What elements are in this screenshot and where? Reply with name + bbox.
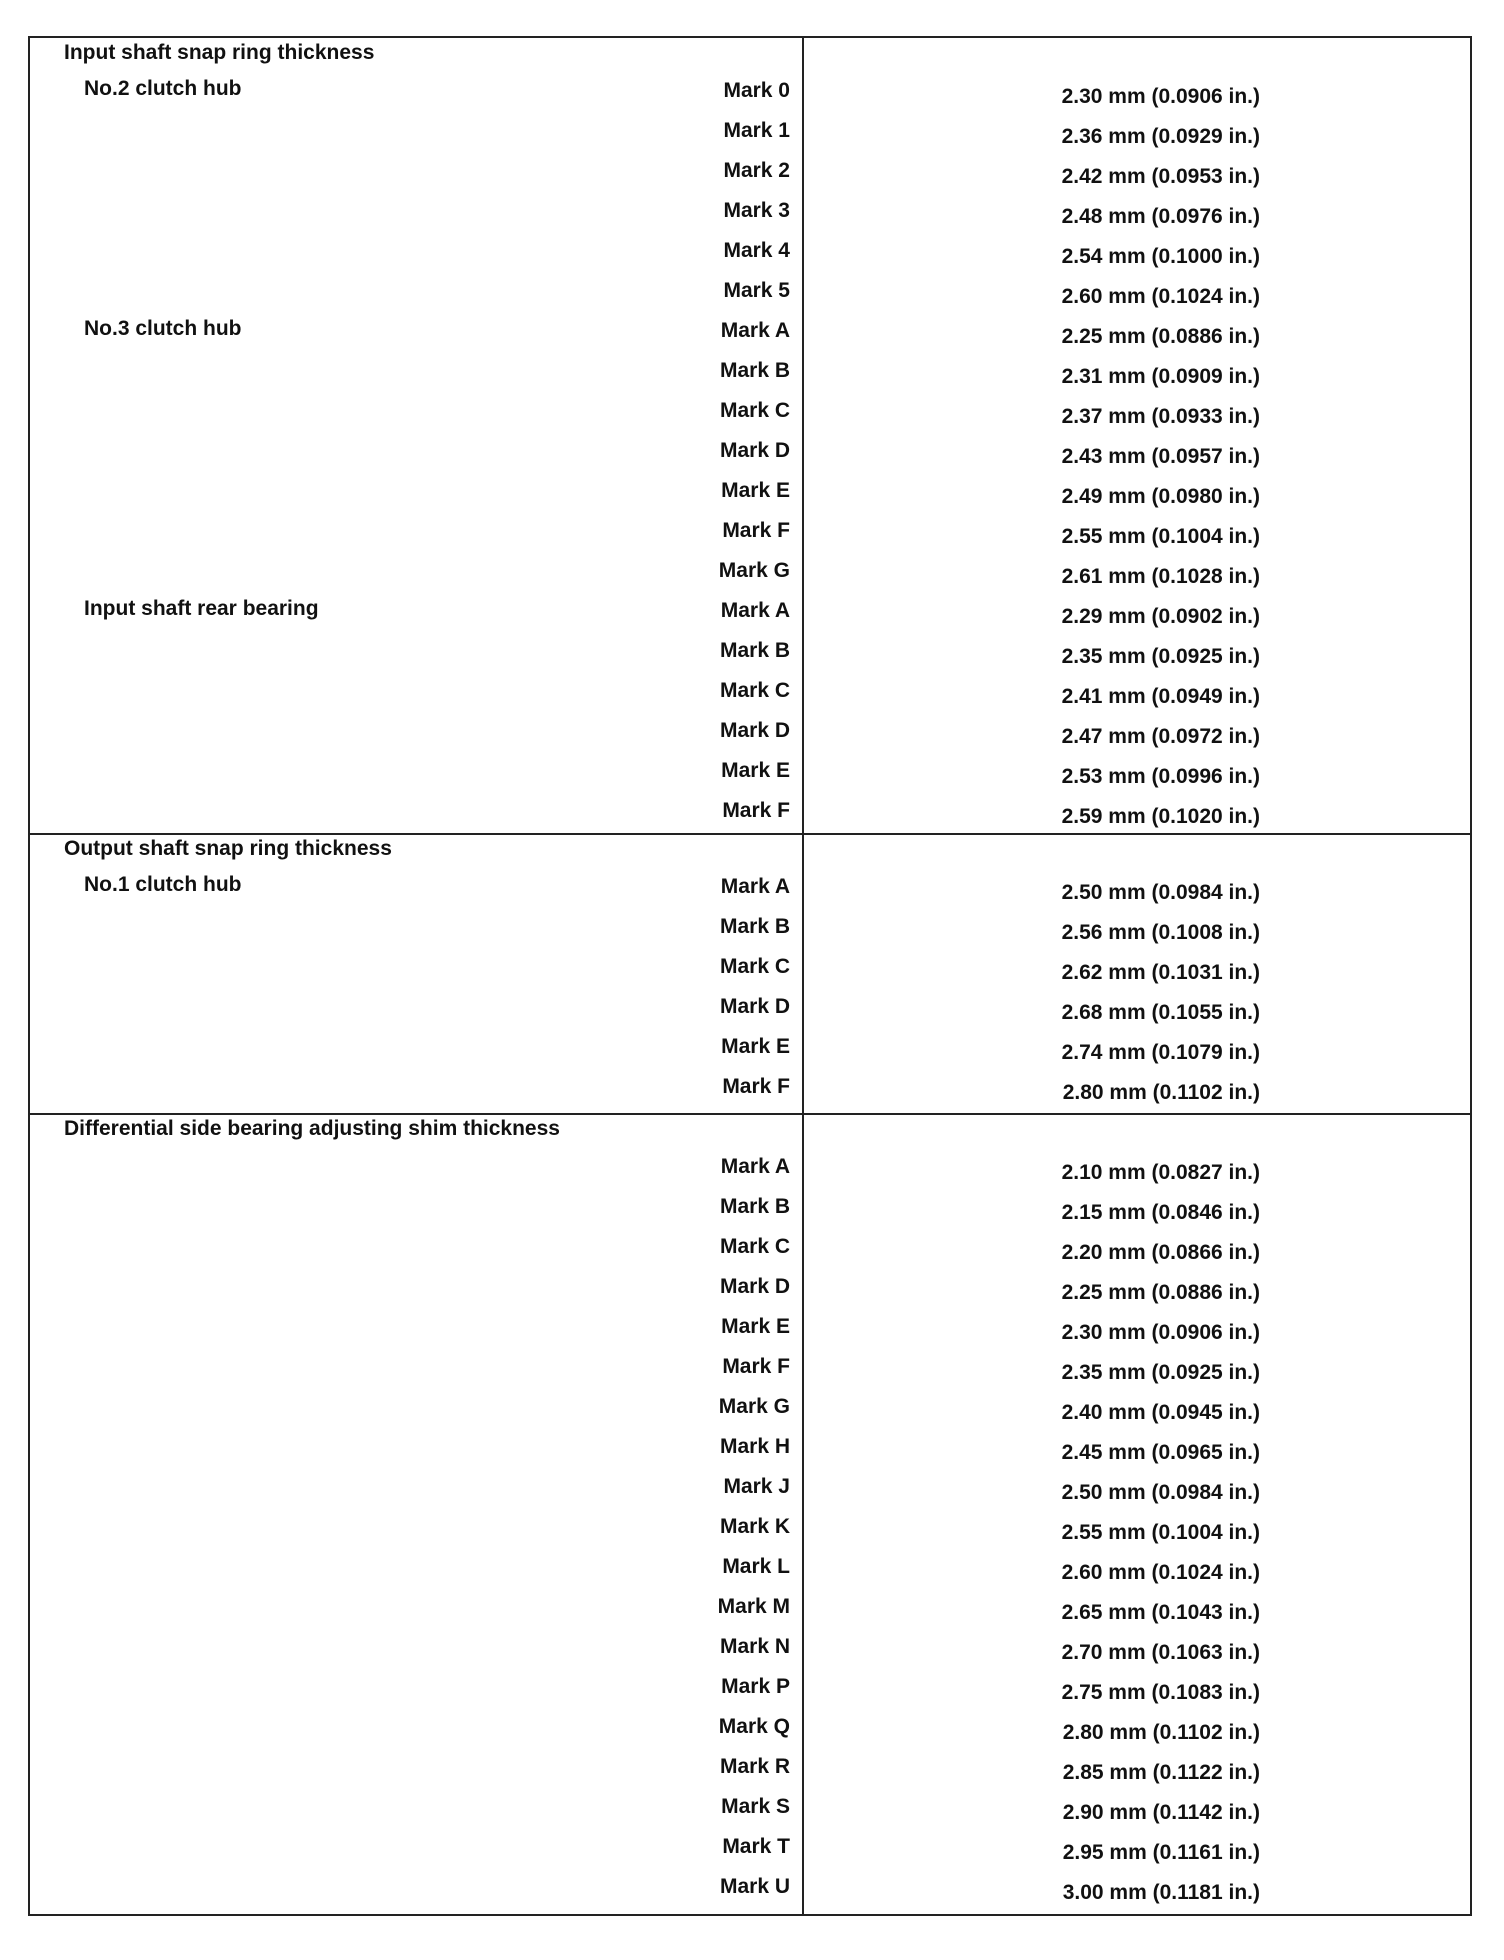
thickness-value: 2.49 mm (0.0980 in.) [1061, 485, 1260, 508]
thickness-value: 2.30 mm (0.0906 in.) [1061, 1321, 1260, 1344]
thickness-value: 2.50 mm (0.0984 in.) [1061, 1481, 1260, 1504]
mark-label: Mark T [722, 1835, 790, 1858]
thickness-value: 2.42 mm (0.0953 in.) [1061, 165, 1260, 188]
thickness-value: 2.55 mm (0.1004 in.) [1061, 1521, 1260, 1544]
thickness-value: 2.95 mm (0.1161 in.) [1062, 1841, 1260, 1864]
mark-label: Mark 1 [723, 119, 790, 142]
thickness-value: 2.25 mm (0.0886 in.) [1061, 1281, 1260, 1304]
mark-label: Mark B [719, 1195, 790, 1218]
mark-label: Mark 0 [723, 79, 790, 102]
thickness-value: 2.56 mm (0.1008 in.) [1061, 921, 1260, 944]
mark-label: Mark L [722, 1555, 790, 1578]
thickness-value: 2.68 mm (0.1055 in.) [1061, 1001, 1260, 1024]
thickness-value: 2.74 mm (0.1079 in.) [1061, 1041, 1260, 1064]
mark-label: Mark 2 [723, 159, 790, 182]
group-label: Input shaft rear bearing [84, 597, 319, 620]
mark-label: Mark 4 [723, 239, 790, 262]
mark-label: Mark B [719, 915, 790, 938]
mark-label: Mark G [718, 559, 790, 582]
mark-label: Mark C [719, 679, 790, 702]
mark-label: Mark E [721, 1035, 790, 1058]
column-divider [802, 36, 804, 1914]
thickness-value: 2.20 mm (0.0866 in.) [1061, 1241, 1260, 1264]
mark-label: Mark D [719, 995, 790, 1018]
mark-label: Mark F [722, 1075, 790, 1098]
thickness-value: 2.59 mm (0.1020 in.) [1061, 805, 1260, 828]
mark-label: Mark D [719, 439, 790, 462]
section-title: Differential side bearing adjusting shim thickness [64, 1117, 560, 1140]
mark-label: Mark C [719, 1235, 790, 1258]
mark-label: Mark M [717, 1595, 790, 1618]
mark-label: Mark F [722, 1355, 790, 1378]
thickness-value: 2.75 mm (0.1083 in.) [1061, 1681, 1260, 1704]
thickness-value: 2.35 mm (0.0925 in.) [1061, 645, 1260, 668]
thickness-value: 2.15 mm (0.0846 in.) [1061, 1201, 1260, 1224]
mark-label: Mark D [719, 1275, 790, 1298]
mark-label: Mark 3 [723, 199, 790, 222]
group-label: No.2 clutch hub [84, 77, 242, 100]
group-label: No.1 clutch hub [84, 873, 242, 896]
section-title: Input shaft snap ring thickness [64, 41, 375, 64]
mark-label: Mark Q [718, 1715, 790, 1738]
mark-label: Mark N [719, 1635, 790, 1658]
section-divider [28, 833, 1470, 835]
thickness-value: 2.80 mm (0.1102 in.) [1062, 1081, 1260, 1104]
mark-label: Mark E [721, 1315, 790, 1338]
thickness-value: 2.65 mm (0.1043 in.) [1061, 1601, 1260, 1624]
thickness-value: 2.35 mm (0.0925 in.) [1061, 1361, 1260, 1384]
thickness-value: 2.30 mm (0.0906 in.) [1061, 85, 1260, 108]
section-divider [28, 1113, 1470, 1115]
thickness-value: 2.10 mm (0.0827 in.) [1061, 1161, 1260, 1184]
group-label: No.3 clutch hub [84, 317, 242, 340]
thickness-value: 2.25 mm (0.0886 in.) [1061, 325, 1260, 348]
thickness-value: 3.00 mm (0.1181 in.) [1062, 1881, 1260, 1904]
mark-label: Mark K [719, 1515, 790, 1538]
thickness-value: 2.37 mm (0.0933 in.) [1061, 405, 1260, 428]
thickness-value: 2.47 mm (0.0972 in.) [1061, 725, 1260, 748]
mark-label: Mark P [721, 1675, 790, 1698]
thickness-value: 2.43 mm (0.0957 in.) [1061, 445, 1260, 468]
thickness-value: 2.40 mm (0.0945 in.) [1061, 1401, 1260, 1424]
mark-label: Mark S [721, 1795, 790, 1818]
thickness-value: 2.62 mm (0.1031 in.) [1061, 961, 1260, 984]
thickness-value: 2.90 mm (0.1142 in.) [1062, 1801, 1260, 1824]
thickness-value: 2.31 mm (0.0909 in.) [1061, 365, 1260, 388]
mark-label: Mark E [721, 759, 790, 782]
section-title: Output shaft snap ring thickness [64, 837, 392, 860]
mark-label: Mark C [719, 399, 790, 422]
mark-label: Mark 5 [723, 279, 790, 302]
thickness-value: 2.36 mm (0.0929 in.) [1061, 125, 1260, 148]
thickness-value: 2.54 mm (0.1000 in.) [1061, 245, 1260, 268]
mark-label: Mark E [721, 479, 790, 502]
mark-label: Mark F [722, 519, 790, 542]
mark-label: Mark C [719, 955, 790, 978]
thickness-value: 2.80 mm (0.1102 in.) [1062, 1721, 1260, 1744]
thickness-value: 2.85 mm (0.1122 in.) [1062, 1761, 1260, 1784]
thickness-value: 2.60 mm (0.1024 in.) [1061, 285, 1260, 308]
thickness-value: 2.53 mm (0.0996 in.) [1061, 765, 1260, 788]
thickness-value: 2.61 mm (0.1028 in.) [1061, 565, 1260, 588]
mark-label: Mark J [723, 1475, 790, 1498]
mark-label: Mark B [719, 359, 790, 382]
mark-label: Mark A [720, 1155, 790, 1178]
mark-label: Mark A [720, 319, 790, 342]
thickness-value: 2.60 mm (0.1024 in.) [1061, 1561, 1260, 1584]
thickness-value: 2.48 mm (0.0976 in.) [1061, 205, 1260, 228]
thickness-value: 2.50 mm (0.0984 in.) [1061, 881, 1260, 904]
thickness-value: 2.29 mm (0.0902 in.) [1061, 605, 1260, 628]
thickness-value: 2.70 mm (0.1063 in.) [1061, 1641, 1260, 1664]
thickness-value: 2.41 mm (0.0949 in.) [1061, 685, 1260, 708]
mark-label: Mark F [722, 799, 790, 822]
thickness-value: 2.45 mm (0.0965 in.) [1061, 1441, 1260, 1464]
mark-label: Mark R [719, 1755, 790, 1778]
mark-label: Mark D [719, 719, 790, 742]
mark-label: Mark B [719, 639, 790, 662]
mark-label: Mark U [719, 1875, 790, 1898]
mark-label: Mark A [720, 875, 790, 898]
thickness-value: 2.55 mm (0.1004 in.) [1061, 525, 1260, 548]
specification-table [28, 36, 1472, 1916]
mark-label: Mark A [720, 599, 790, 622]
mark-label: Mark H [719, 1435, 790, 1458]
mark-label: Mark G [718, 1395, 790, 1418]
